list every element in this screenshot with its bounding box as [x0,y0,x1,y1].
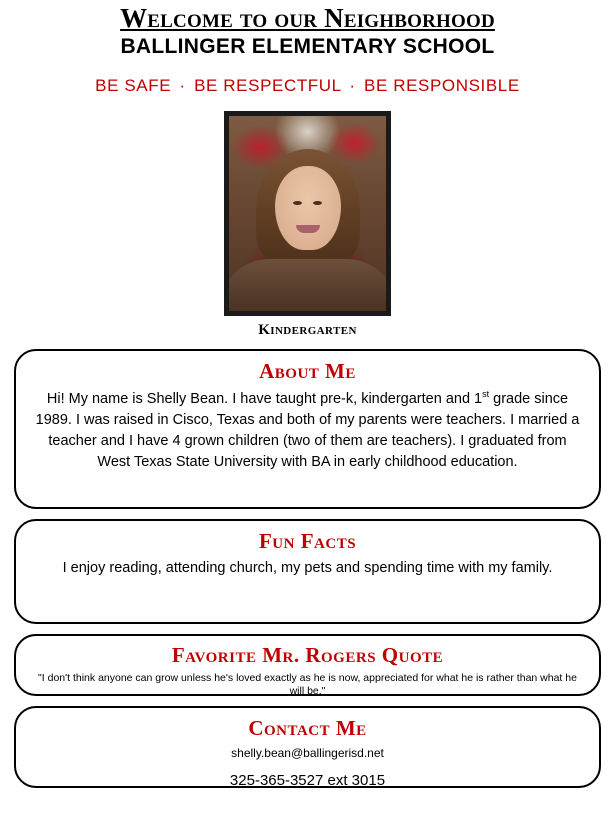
motto-separator-1: · [179,75,186,95]
contact-email[interactable]: shelly.bean@ballingerisd.net [231,745,384,760]
portrait-shoulders [224,259,391,311]
about-me-ordinal-suffix: st [482,388,490,399]
portrait-mouth [296,225,320,233]
fun-facts-title: Fun Facts [258,528,357,553]
contact-section [14,706,601,788]
page-title: Welcome to our Neighborhood [120,3,495,33]
fun-facts-body: I enjoy reading, attending church, my pets and spending time with my family. [62,559,553,576]
contact-title: Contact Me [248,715,367,740]
favorite-quote-title: Favorite Mr. Rogers Quote [171,642,444,667]
motto-part-3: BE RESPONSIBLE [364,75,520,95]
page-header [14,0,601,96]
grade-level-caption: Kindergarten [258,321,357,338]
school-name: BALLINGER ELEMENTARY SCHOOL [120,35,495,59]
favorite-quote-body: "I don't think anyone can grow unless he's loved exactly as he is now, appreciated for what he is rather than what he will be." [38,671,577,698]
about-me-body [32,388,583,473]
about-me-body-post: grade since 1989. I was raised in Cisco, Texas and both of my parents were teachers. I married a teacher and I have 4 grown children (two of them are teachers). I graduated from West Texas State University with BA in early childhood education. [35,390,580,470]
about-me-section [14,349,601,509]
portrait-eye-right [313,201,322,205]
motto-part-2: BE RESPECTFUL [194,75,342,95]
about-me-title: About Me [259,358,356,383]
fun-facts-section [14,519,601,624]
photo-background [229,116,386,311]
portrait-face [275,166,341,250]
favorite-quote-section [14,634,601,696]
portrait-block [14,111,601,339]
contact-phone[interactable]: 325-365-3527 ext 3015 [229,771,386,789]
school-motto [14,76,601,96]
about-me-body-pre: Hi! My name is Shelly Bean. I have taught pre-k, kindergarten and 1 [46,390,483,407]
teacher-photo [224,111,391,316]
motto-part-1: BE SAFE [95,75,172,95]
motto-separator-2: · [349,75,356,95]
portrait-eye-left [293,201,302,205]
